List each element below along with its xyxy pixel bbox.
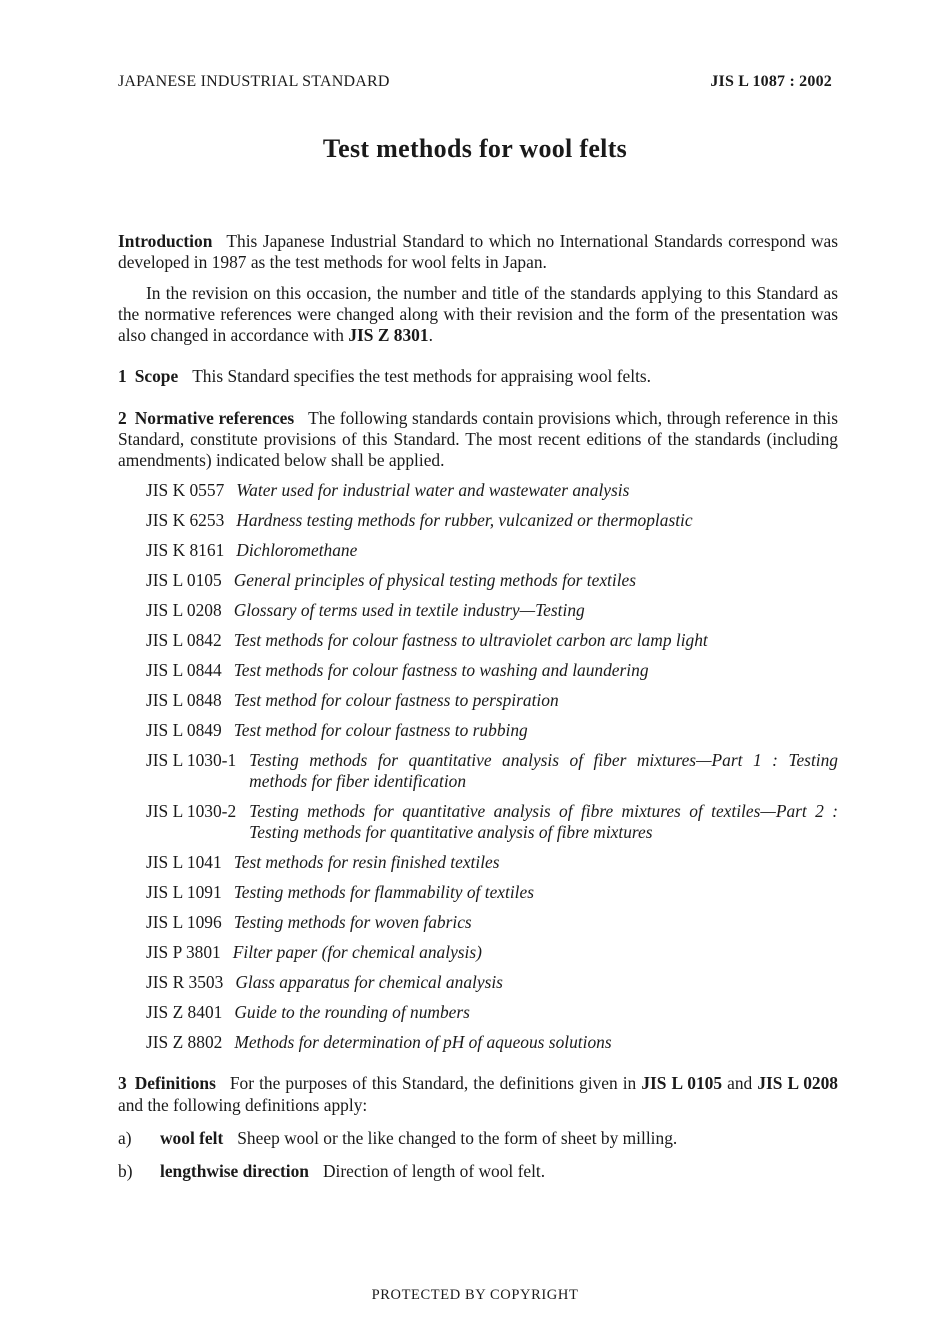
introduction-text-2: In the revision on this occasion, the number and title of the standards applying to this Standard as the normative references were changed along with their revision and the form of the presentation was also changed in accordance with [118,282,838,346]
introduction-text: This Japanese Industrial Standard to which no International Standards correspond was developed in 1987 as the test methods for wool felts in Japan. [118,231,838,273]
definition-item [118,1161,838,1182]
reference-title: Filter paper (for chemical analysis) [232,942,482,963]
reference-item [146,801,838,844]
reference-item [146,720,838,741]
reference-code: JIS L 1030-1 [146,749,237,770]
definition-term: wool felt [160,1127,224,1148]
reference-title: Test method for colour fastness to rubbing [233,719,528,740]
reference-title: General principles of physical testing methods for textiles [233,569,637,590]
introduction-ref: JIS Z 8301 [348,325,429,346]
definitions-text-2: and the following definitions apply: [118,1094,368,1115]
reference-code: JIS K 8161 [146,539,225,560]
reference-code: JIS L 1041 [146,852,222,873]
definitions-ref-2: JIS L 0208 [757,1073,838,1094]
reference-title: Test method for colour fastness to perspiration [233,689,559,710]
reference-item [146,882,838,903]
reference-item [146,600,838,621]
reference-code: JIS L 0849 [146,719,222,740]
definition-body [160,1128,677,1149]
reference-code: JIS L 1030-2 [146,800,237,821]
definition-item [118,1128,838,1149]
reference-code: JIS L 0208 [146,599,222,620]
reference-item [146,540,838,561]
reference-code: JIS L 0842 [146,629,222,650]
definitions-number: 3 [118,1073,127,1094]
reference-title: Testing methods for quantitative analysis of fibre mixtures of textiles—Part 2 : Testing methods for quantitative analysis of fibre mixtures [249,800,838,843]
header-standard-number: JIS L 1087 : 2002 [710,73,832,90]
reference-title: Water used for industrial water and wastewater analysis [236,479,630,500]
reference-title: Hardness testing methods for rubber, vulcanized or thermoplastic [236,509,693,530]
definition-label: a) [118,1127,132,1148]
normative-number: 2 [118,407,127,428]
reference-code: JIS K 6253 [146,509,225,530]
reference-item [146,570,838,591]
reference-item [146,750,838,793]
definitions-clause [118,1073,838,1116]
normative-heading: Normative references [134,407,295,428]
reference-code: JIS R 3503 [146,972,224,993]
reference-item [146,660,838,681]
definitions-heading: Definitions [134,1073,216,1094]
definitions-ref-1: JIS L 0105 [641,1073,723,1094]
reference-title: Testing methods for flammability of textiles [233,882,534,903]
definition-label: b) [118,1161,133,1182]
reference-title: Testing methods for quantitative analysis of fiber mixtures—Part 1 : Testing methods for fiber identification [249,749,838,791]
definitions-text-1: For the purposes of this Standard, the definitions given in [229,1073,637,1094]
reference-title: Dichloromethane [236,539,358,560]
definition-term: lengthwise direction [160,1161,309,1182]
reference-item [146,1002,838,1023]
reference-code: JIS K 0557 [146,479,225,500]
introduction-heading: Introduction [118,231,213,251]
reference-title: Testing methods for woven fabrics [233,912,472,933]
reference-code: JIS L 0848 [146,689,222,710]
reference-code: JIS L 1096 [146,912,222,933]
reference-title: Test methods for colour fastness to ultraviolet carbon arc lamp light [233,629,708,650]
reference-item [146,912,838,933]
definition-text: Sheep wool or the like changed to the form of sheet by milling. [237,1127,678,1148]
reference-code: JIS L 0105 [146,569,222,590]
reference-item [146,480,838,501]
reference-item [146,690,838,711]
reference-code: JIS Z 8802 [146,1032,223,1052]
reference-title: Test methods for resin finished textiles [233,852,500,873]
reference-item [146,942,838,963]
normative-clause [118,408,838,472]
reference-item [146,1032,838,1053]
copyright-footer: PROTECTED BY COPYRIGHT [371,1287,579,1303]
reference-list [118,480,838,1054]
reference-title: Glossary of terms used in textile industry—Testing [233,599,585,620]
definition-body [160,1161,545,1182]
scope-heading: Scope [134,366,179,387]
reference-item [146,972,838,993]
reference-code: JIS L 0844 [146,659,222,680]
introduction-paragraph-2 [118,283,838,347]
reference-code: JIS Z 8401 [146,1002,223,1023]
document-title: Test methods for wool felts [322,134,628,163]
reference-title: Methods for determination of pH of aqueous solutions [234,1032,612,1052]
definitions-and: and [727,1073,753,1094]
scope-clause [118,366,838,387]
reference-item [146,852,838,873]
definition-list [118,1128,838,1183]
document-body [118,231,838,1182]
header-standard-type: JAPANESE INDUSTRIAL STANDARD [118,73,390,90]
reference-item [146,510,838,531]
reference-item [146,630,838,651]
scope-number: 1 [118,366,127,387]
scope-text: This Standard specifies the test methods for appraising wool felts. [192,366,652,387]
reference-code: JIS L 1091 [146,882,222,903]
reference-title: Guide to the rounding of numbers [234,1002,470,1023]
page-header [118,73,832,95]
normative-text: The following standards contain provisions which, through reference in this Standard, constitute provisions of this Standard. The most recent editions of the standards (including amendments) indicated below shall be applied. [118,407,838,471]
reference-title: Glass apparatus for chemical analysis [235,972,503,993]
reference-title: Test methods for colour fastness to washing and laundering [233,659,649,680]
introduction-paragraph [118,231,838,274]
definition-text: Direction of length of wool felt. [322,1161,546,1182]
introduction-end: . [428,325,433,346]
reference-code: JIS P 3801 [146,942,221,963]
